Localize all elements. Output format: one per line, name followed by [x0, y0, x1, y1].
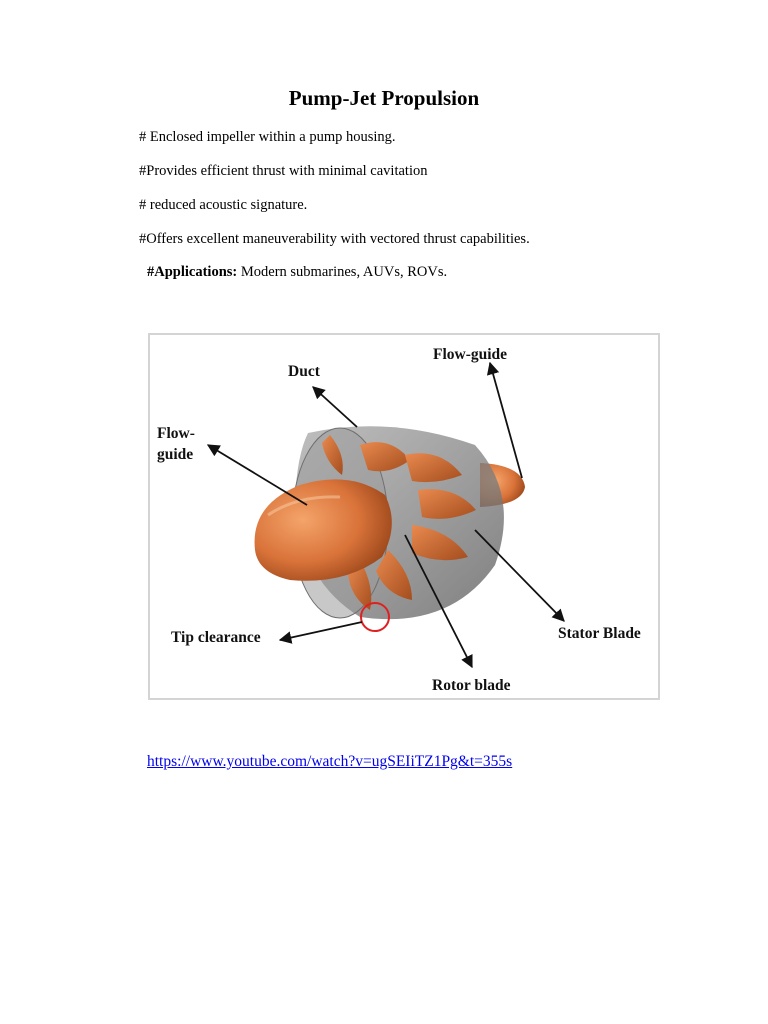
arrow-stator-blade: [475, 530, 564, 621]
bullet-efficient-thrust: #Provides efficient thrust with minimal cavitation: [139, 163, 428, 179]
label-flow-guide-top: Flow-guide: [433, 346, 508, 363]
youtube-link[interactable]: https://www.youtube.com/watch?v=ugSEIiTZ1Pg&t=355s: [147, 753, 513, 770]
label-flow-guide-left-line1: Flow-: [157, 425, 195, 442]
page-title: Pump-Jet Propulsion: [288, 86, 480, 110]
applications-line: [147, 264, 447, 281]
label-stator-blade: Stator Blade: [558, 625, 641, 642]
bullet-acoustic-signature: # reduced acoustic signature.: [139, 197, 308, 213]
pump-jet-diagram: [148, 333, 660, 700]
bullet-maneuverability: #Offers excellent maneuverability with vectored thrust capabilities.: [139, 231, 530, 247]
label-rotor-blade: Rotor blade: [432, 677, 511, 694]
arrow-flow-guide-top: [490, 363, 522, 478]
arrow-duct: [313, 387, 357, 427]
label-duct: Duct: [288, 363, 320, 380]
arrow-tip-clearance: [280, 622, 362, 640]
arrow-flow-guide-left: [208, 445, 307, 505]
label-flow-guide-left-line2: guide: [157, 446, 194, 463]
applications-text: Modern submarines, AUVs, ROVs.: [237, 264, 448, 280]
label-tip-clearance: Tip clearance: [171, 629, 261, 646]
applications-label: #Applications:: [147, 264, 238, 280]
pump-jet-illustration: [150, 335, 658, 698]
bullet-enclosed-impeller: # Enclosed impeller within a pump housing.: [139, 129, 396, 145]
